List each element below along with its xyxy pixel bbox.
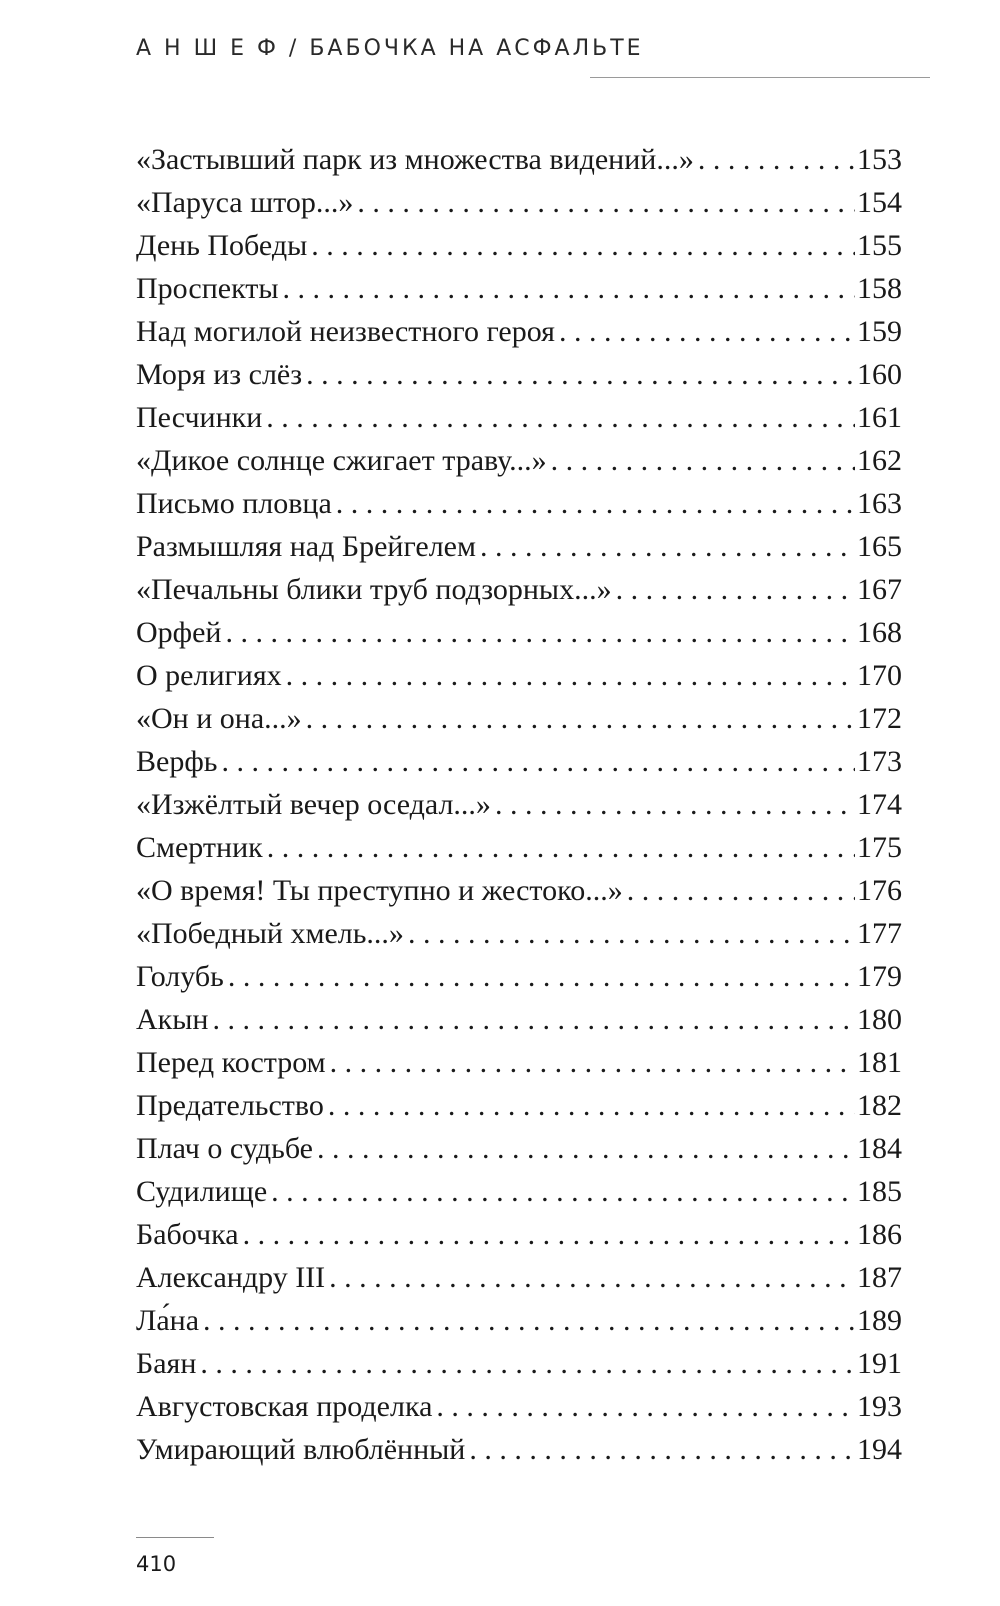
toc-entry — [136, 1299, 902, 1342]
dot-leader — [436, 1385, 855, 1428]
toc-entry — [136, 482, 902, 525]
dot-leader — [627, 869, 855, 912]
dot-leader — [221, 740, 855, 783]
toc-title: Судилище — [136, 1175, 268, 1208]
toc-page-number: 175 — [857, 831, 902, 864]
toc-entry — [136, 955, 902, 998]
toc-entry — [136, 525, 902, 568]
toc-page-number: 153 — [857, 143, 902, 176]
toc-entry — [136, 353, 902, 396]
toc-entry — [136, 1170, 902, 1213]
toc-page-number: 159 — [857, 315, 902, 348]
toc-title: Умирающий влюблённый — [136, 1433, 466, 1466]
toc-entry — [136, 138, 902, 181]
toc-page-number: 185 — [857, 1175, 902, 1208]
page-number: 410 — [136, 1552, 177, 1576]
toc-page-number: 173 — [857, 745, 902, 778]
toc-page-number: 158 — [857, 272, 902, 305]
toc-entry — [136, 654, 902, 697]
toc-title: «Печальны блики труб подзорных...» — [136, 573, 612, 606]
toc-entry — [136, 181, 902, 224]
toc-page-number: 182 — [857, 1089, 902, 1122]
dot-leader — [225, 611, 855, 654]
toc-page-number: 165 — [857, 530, 902, 563]
dot-leader — [228, 955, 855, 998]
toc-entry — [136, 396, 902, 439]
dot-leader — [212, 998, 855, 1041]
dot-leader — [698, 138, 855, 181]
toc-entry — [136, 826, 902, 869]
dot-leader — [317, 1127, 855, 1170]
toc-entry — [136, 310, 902, 353]
toc-title: Перед костром — [136, 1046, 326, 1079]
toc-entry — [136, 1084, 902, 1127]
dot-leader — [243, 1213, 855, 1256]
toc-entry — [136, 439, 902, 482]
toc-title: День Победы — [136, 229, 308, 262]
table-of-contents — [136, 138, 902, 1471]
toc-entry — [136, 1041, 902, 1084]
toc-page-number: 191 — [857, 1347, 902, 1380]
toc-page-number: 180 — [857, 1003, 902, 1036]
toc-title: Орфей — [136, 616, 222, 649]
toc-title: «Паруса штор...» — [136, 186, 354, 219]
running-head: А Н Ш Е Ф / БАБОЧКА НА АСФАЛЬТЕ — [136, 36, 644, 61]
toc-title: Акын — [136, 1003, 209, 1036]
toc-page-number: 186 — [857, 1218, 902, 1251]
toc-entry — [136, 1256, 902, 1299]
toc-title: Бабочка — [136, 1218, 239, 1251]
toc-page-number: 160 — [857, 358, 902, 391]
toc-page-number: 172 — [857, 702, 902, 735]
toc-entry — [136, 869, 902, 912]
dot-leader — [495, 783, 855, 826]
toc-entry — [136, 740, 902, 783]
toc-title: «Победный хмель...» — [136, 917, 404, 950]
toc-title: «Застывший парк из множества видений...» — [136, 143, 694, 176]
toc-page-number: 167 — [857, 573, 902, 606]
dot-leader — [551, 439, 855, 482]
dot-leader — [329, 1256, 855, 1299]
toc-title: Письмо пловца — [136, 487, 332, 520]
toc-title: Голубь — [136, 960, 224, 993]
dot-leader — [336, 482, 855, 525]
toc-title: Ла́на — [136, 1304, 200, 1337]
toc-page-number: 163 — [857, 487, 902, 520]
toc-page-number: 193 — [857, 1390, 902, 1423]
dot-leader — [616, 568, 855, 611]
dot-leader — [203, 1299, 855, 1342]
toc-entry — [136, 1342, 902, 1385]
toc-page-number: 181 — [857, 1046, 902, 1079]
dot-leader — [328, 1084, 855, 1127]
footer-rule — [136, 1537, 214, 1538]
dot-leader — [469, 1428, 855, 1471]
dot-leader — [283, 267, 855, 310]
dot-leader — [267, 826, 855, 869]
toc-page-number: 184 — [857, 1132, 902, 1165]
dot-leader — [480, 525, 855, 568]
toc-page-number: 168 — [857, 616, 902, 649]
toc-entry — [136, 1213, 902, 1256]
dot-leader — [306, 697, 855, 740]
dot-leader — [200, 1342, 855, 1385]
toc-entry — [136, 783, 902, 826]
toc-entry — [136, 267, 902, 310]
toc-title: Размышляя над Брейгелем — [136, 530, 476, 563]
toc-page-number: 162 — [857, 444, 902, 477]
toc-entry — [136, 1385, 902, 1428]
toc-title: Предательство — [136, 1089, 324, 1122]
dot-leader — [330, 1041, 855, 1084]
toc-title: «Дикое солнце сжигает траву...» — [136, 444, 547, 477]
toc-entry — [136, 611, 902, 654]
toc-entry — [136, 568, 902, 611]
toc-page-number: 179 — [857, 960, 902, 993]
toc-page-number: 177 — [857, 917, 902, 950]
dot-leader — [266, 396, 855, 439]
toc-entry — [136, 998, 902, 1041]
toc-title: Августовская проделка — [136, 1390, 433, 1423]
toc-page-number: 187 — [857, 1261, 902, 1294]
toc-entry — [136, 224, 902, 267]
toc-title: Смертник — [136, 831, 263, 864]
toc-title: Проспекты — [136, 272, 279, 305]
dot-leader — [357, 181, 855, 224]
dot-leader — [271, 1170, 855, 1213]
dot-leader — [311, 224, 855, 267]
toc-title: «О время! Ты преступно и жестоко...» — [136, 874, 623, 907]
toc-page-number: 155 — [857, 229, 902, 262]
header-rule — [590, 77, 930, 78]
dot-leader — [408, 912, 855, 955]
toc-title: Песчинки — [136, 401, 263, 434]
toc-title: Александру III — [136, 1261, 326, 1294]
toc-page-number: 189 — [857, 1304, 902, 1337]
toc-page-number: 154 — [857, 186, 902, 219]
toc-title: О религиях — [136, 659, 282, 692]
dot-leader — [286, 654, 855, 697]
toc-entry — [136, 697, 902, 740]
toc-page-number: 174 — [857, 788, 902, 821]
toc-entry — [136, 1127, 902, 1170]
toc-title: Баян — [136, 1347, 197, 1380]
toc-page-number: 161 — [857, 401, 902, 434]
toc-entry — [136, 1428, 902, 1471]
toc-page-number: 170 — [857, 659, 902, 692]
toc-entry — [136, 912, 902, 955]
toc-title: «Изжёлтый вечер оседал...» — [136, 788, 491, 821]
dot-leader — [306, 353, 855, 396]
toc-page-number: 194 — [857, 1433, 902, 1466]
toc-title: Моря из слёз — [136, 358, 303, 391]
toc-page-number: 176 — [857, 874, 902, 907]
toc-title: Плач о судьбе — [136, 1132, 313, 1165]
dot-leader — [559, 310, 855, 353]
toc-title: Верфь — [136, 745, 218, 778]
toc-title: «Он и она...» — [136, 702, 302, 735]
toc-title: Над могилой неизвестного героя — [136, 315, 555, 348]
